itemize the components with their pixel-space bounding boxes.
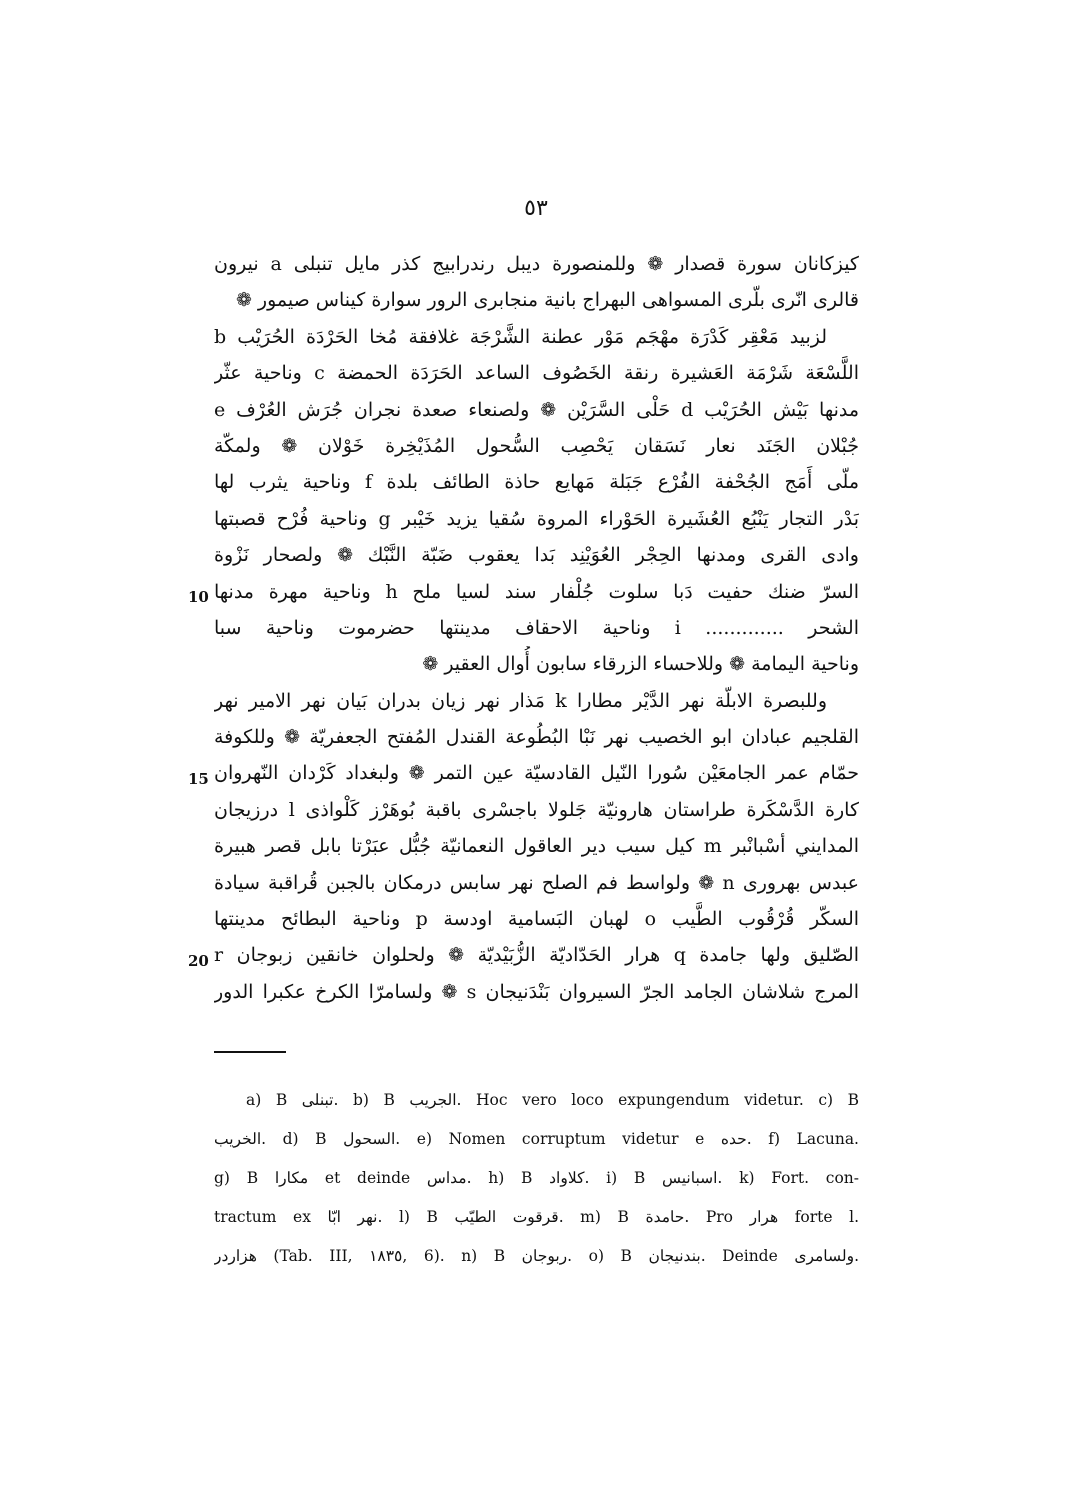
text-line: القلجيم عبادان ابو الخصيب نهر نَبْا البُطُوعة القندل المُفتح الجعفريّة ❁ وللكوفة: [214, 726, 859, 749]
text-line: اللَّسْعَة شَرْمَة العَشيرة رنقة الخَصُوف الساعد الحَرَدَة الحمضة c وناحية عثّر: [214, 362, 859, 385]
text-line: السرّ ضنك حفيت دَبا سلوت جُلْفار سند لسيا ملح h وناحية مهرة مدنها: [214, 580, 859, 603]
page-number: ٥٣: [524, 196, 548, 221]
footnote-line: الخريب. d) B السحول. e) Nomen corruptum videtur e حده. f) Lacuna.: [214, 1130, 859, 1148]
text-line: الصّليق ولها جامدة q هرار الحَدّاديّة الزُّبَيْديّة ❁ ولحلوان خانقين زبوجان r: [214, 944, 859, 967]
text-line: وادى القرى ومدنها الحِجْر العُوَيْنِد بَدا يعقوب ضَبّة النَّبْك ❁ ولصحار نَزْوة: [214, 544, 859, 567]
text-line: بَدْر التجار يَنْبُع العُشَيرة الحَوْراء المروة سُقيا يزيد خَيْبر g وناحية فُرْح قصبتها: [214, 507, 859, 530]
margin-line-number: 20: [188, 952, 209, 970]
footnote-line: هزاردر (Tab. III, ١٨٣٥, 6). n) B ربوجان. o) B بندنيجان. Deinde ولسامرى.: [214, 1247, 859, 1265]
text-line: جُبْلان الجَنَد نعار نَسَقان يَحْصِب السُّحول المُذَيْخِرة خَوْلان ❁ ولمكّة: [214, 434, 859, 457]
text-line: المرج شلاشان الجامد الجرّ السيروان بَنْدَنيجان s ❁ ولسامرّا الكرخ عكبرا الدور: [214, 980, 859, 1003]
footnote-line: tractum ex نهر ابّا. l) B قرقوت الطيّب. m) B حامدة. Pro هرار forte l.: [214, 1208, 859, 1226]
footnote-line: a) B تبنلى. b) B الجريب. Hoc vero loco expungendum videtur. c) B: [246, 1091, 859, 1109]
text-line: حمّام عمر الجامعَيْن سُورا النّيل القادسيّة عين التمر ❁ ولبغداد كَرْدان النّهروان: [214, 762, 859, 785]
text-line: مدنها بَيْش الحُرَيْب d حَلْى السَّرَيْن ❁ ولصنعاء صعدة نجران جُرَش العُرْف e: [214, 398, 859, 421]
text-line: ملّى أَمَج الجُحْفة الفُرْع جَبَلة مَهايع حاذة الطائف بلدة f وناحية يثرب لها: [214, 471, 859, 494]
footnotes: [214, 1081, 859, 1276]
text-line: السكّر قُرْقُوب الطَّيب o لهبان البَسامية اودسة p وناحية البطائح مدينتها: [214, 908, 859, 931]
text-line: وللبصرة الابلّة نهر الدَّيْر مطارا k مَذار نهر زيان بدران بَيان نهر الامير نهر: [214, 689, 828, 712]
text-line: المدايني أسْبانْبر m كيل سيب دير العاقول النعمانيّة جُبُّل عبَرْتا بابل قصر هبيرة: [214, 835, 859, 858]
margin-line-number: 10: [188, 588, 209, 606]
footnote-rule: [214, 1051, 286, 1053]
footnote-line: g) B مكارا et deinde مداس. h) B كلاواد. i) B اسبانيس. k) Fort. con-: [214, 1169, 859, 1187]
margin-line-number: 15: [188, 770, 209, 788]
text-line: لزبيد مَعْقِر كَدْرَة مهْجَم مَوْر عطنة الشَّرْجَة غلافقة مُخا الحَرْدَة الحُرَيْب b: [214, 325, 828, 348]
text-line: كارة الدَّسْكَرة طراستان هارونيّة جَلولا باجسْرى باقبة بُوهَرْز كَلْواذى l درزيجان: [214, 798, 859, 821]
main-text: [214, 246, 859, 1010]
text-line: الشحر ............. i وناحية الاحقاف مدينتها حضرموت وناحية سبا: [214, 616, 859, 639]
text-line: عبدس بهرورى n ❁ ولواسط فم الصلح نهر سابس درمكان بالجبن قُراقبة سيادة: [214, 871, 859, 894]
text-line: وناحية اليمامة ❁ وللاحساء الزرقاء سابون أُوال العقير ❁: [422, 653, 859, 676]
text-line: كيزكانان سورة قصدار ❁ وللمنصورة ديبل رندرابيج كذر مايل تنبلى a نيرون: [214, 253, 859, 275]
text-line: قالرى انّرى بلّرى المسواهى البهراج بانية منجابرى الرور سوارة كيناس صيمور ❁: [235, 289, 859, 312]
